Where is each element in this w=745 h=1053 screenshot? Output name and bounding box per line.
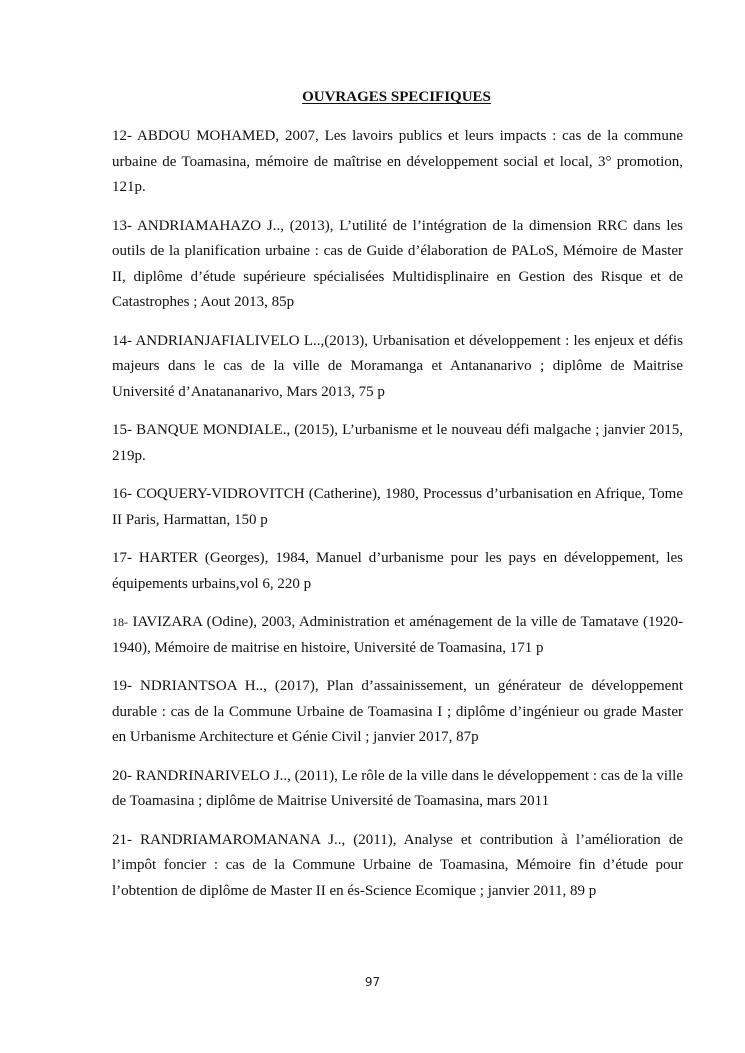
reference-number: 15- [112, 422, 132, 438]
section-heading: OUVRAGES SPECIFIQUES [302, 89, 491, 105]
reference-number: 21- [112, 831, 132, 848]
reference-number: 20- [112, 767, 132, 784]
reference-list [112, 124, 683, 917]
reference-text: BANQUE MONDIALE., (2015), L’urbanisme et le nouveau défi malgache ; janvier 2015, 219p. [112, 422, 684, 464]
reference-entry [112, 546, 683, 597]
reference-number: 19- [112, 678, 132, 694]
reference-entry [112, 674, 683, 751]
reference-text: RANDRINARIVELO J.., (2011), Le rôle de la ville dans le développement : cas de la ville de Toamasina ; diplôme de Maitrise Université de Toamasina, mars 2011 [112, 767, 683, 809]
reference-text: NDRIANTSOA H.., (2017), Plan d’assainissement, un générateur de développement durable : cas de la Commune Urbaine de Toamasina I ; diplôme d’ingénieur ou grade Master en Urbanisme Architecture et Génie Civil ; janvier 2017, 87p [112, 678, 684, 745]
reference-text: ANDRIAMAHAZO J.., (2013), L’utilité de l’intégration de la dimension RRC dans les outils de la planification urbaine : cas de Guide d’élaboration de PALoS, Mémoire de Master II, diplôme d’étude supérieure spécialisées Multidisplinaire en Gestion des Risque et de Catastrophes ; Aout 2013, 85p [112, 217, 683, 310]
reference-entry [112, 610, 683, 661]
reference-text: IAVIZARA (Odine), 2003, Administration et aménagement de la ville de Tamatave (1920-1940), Mémoire de maitrise en histoire, Université de Toamasina, 171 p [112, 614, 684, 656]
reference-text: RANDRIAMAROMANANA J.., (2011), Analyse et contribution à l’amélioration de l’impôt foncier : cas de la Commune Urbaine de Toamasina, Mémoire fin d’étude pour l’obtention de diplôme de Master II en és-Science Ecomique ; janvier 2011, 89 p [112, 831, 684, 899]
reference-text: ABDOU MOHAMED, 2007, Les lavoirs publics et leurs impacts : cas de la commune urbaine de Toamasina, mémoire de maîtrise en développement social et local, 3° promotion, 121p. [112, 128, 683, 195]
reference-number: 14- [112, 332, 132, 349]
reference-number: 12- [112, 128, 132, 144]
reference-text: ANDRIANJAFIALIVELO L..,(2013), Urbanisation et développement : les enjeux et défis majeurs dans le cas de la ville de Moramanga et Antananarivo ; diplôme de Maitrise Université d’Anatananarivo, Mars 2013, 75 p [112, 332, 683, 400]
reference-text: COQUERY-VIDROVITCH (Catherine), 1980, Processus d’urbanisation en Afrique, Tome II Paris, Harmattan, 150 p [112, 486, 684, 528]
reference-text: HARTER (Georges), 1984, Manuel d’urbanisme pour les pays en développement, les équipements urbains,vol 6, 220 p [112, 550, 683, 592]
reference-entry [112, 329, 683, 406]
reference-number: 18- [112, 615, 128, 629]
reference-number: 17- [112, 550, 132, 566]
reference-entry [112, 764, 683, 815]
reference-entry [112, 482, 683, 533]
reference-entry [112, 124, 683, 201]
reference-entry [112, 828, 683, 905]
reference-number: 13- [112, 217, 132, 234]
reference-number: 16- [112, 486, 132, 502]
reference-entry [112, 418, 683, 469]
reference-entry [112, 214, 683, 316]
page-number: 97 [364, 975, 381, 989]
